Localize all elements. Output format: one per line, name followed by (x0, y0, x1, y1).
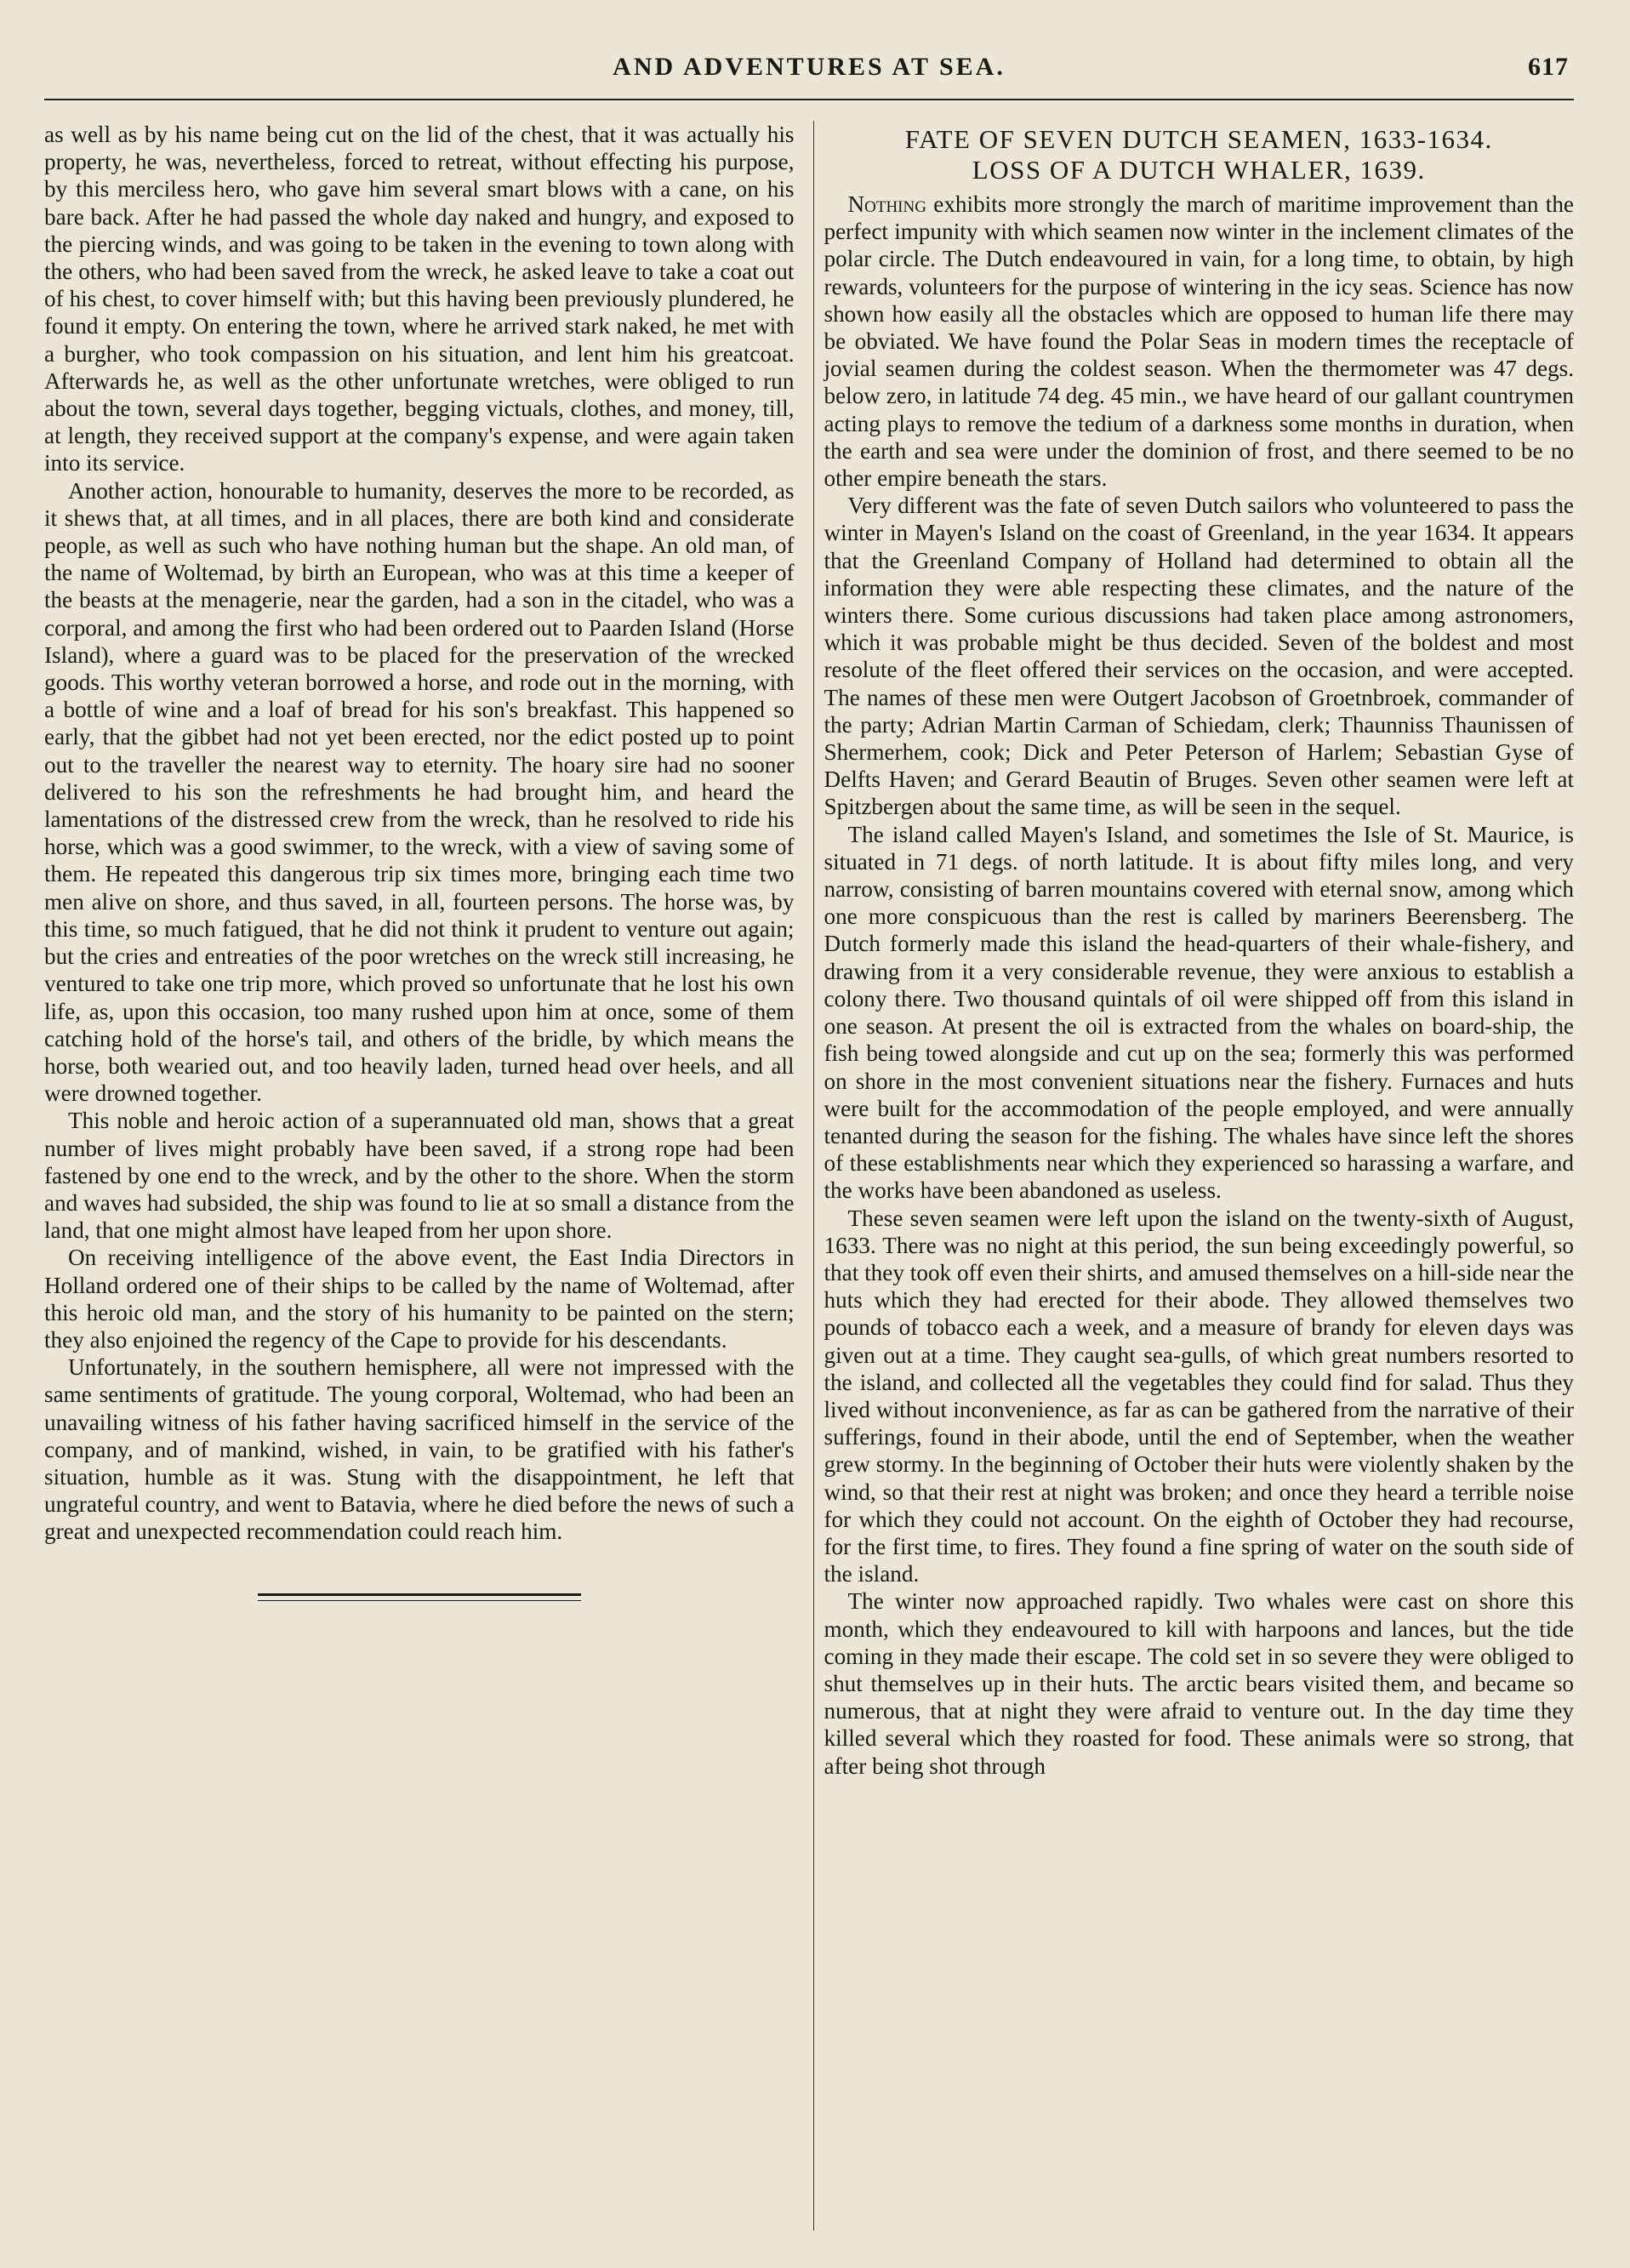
opening-paragraph (824, 191, 1575, 492)
paragraph: The island called Mayen's Island, and sometimes the Isle of St. Maurice, is situated in 71 degs. of north latitude. It is about fifty miles long, and very narrow, consisting of barren mountains covered with eternal snow, among which one more conspicuous than the rest is called by mariners Beerensberg. The Dutch formerly made this island the head-quarters of their whale-fishery, and drawing from it a very considerable revenue, they were anxious to establish a colony there. Two thousand quintals of oil were shipped off from this island in one season. At present the oil is extracted from the whales on board-ship, the fish being towed alongside and cut up on the sea; formerly this was performed on shore in the most convenient situations near the fishery. Furnaces and huts were built for the accommodation of the people employed, and were annually tenanted during the season for the fishing. The whales have since left the shores of these establishments near which they experienced so harassing a warfare, and the works have been abandoned as useless. (824, 821, 1574, 1204)
paragraph: Another action, honourable to humanity, deserves the more to be recorded, as it shews that, at all times, and in all places, there are both kind and considerate people, as well as such who have nothing human but the shape. An old man, of the name of Woltemad, by birth an European, who was at this time a keeper of the beasts at the menagerie, near the garden, had a son in the citadel, who was a corporal, and among the first who had been ordered out to Paarden Island (Horse Island), where a guard was to be placed for the preservation of the wrecked goods. This worthy veteran borrowed a horse, and rode out in the morning, with a bottle of wine and a loaf of bread for his son's breakfast. This happened so early, that the gibbet had not yet been erected, nor the edict posted up to point out to the traveller the nearest way to eternity. The hoary sire had no sooner delivered to his son the refreshments he had brought him, and heard the lamentations of the distressed crew from the wreck, than he resolved to ride his horse, which was a good swimmer, to the wreck, with a view of saving some of them. He repeated this dangerous trip six times more, bringing each time two men alive on shore, and thus saved, in all, fourteen persons. The horse was, by this time, so much fatigued, that he did not think it prudent to venture out again; but the cries and entreaties of the poor wretches on the wreck still increasing, he ventured to take one trip more, which proved so unfortunate that he lost his own life, as, upon this occasion, too many rushed upon him at once, some of them catching hold of the horse's tail, and others of the bridle, by which means the horse, both wearied out, and too heavily laden, turned head over heels, and all were drowned together. (44, 477, 795, 1107)
column-divider (813, 121, 814, 2231)
page-number: 617 (1528, 53, 1569, 81)
section-end-rule (258, 1593, 581, 1601)
paragraph: These seven seamen were left upon the island on the twenty-sixth of August, 1633. There was no night at this period, the sun being exceedingly powerful, so that they took off even their shirts, and amused themselves on a hill-side near the huts which they had erected for their abode. They allowed themselves two pounds of tobacco each a week, and a measure of brandy for eleven days was given out at a time. They caught sea-gulls, of which great numbers resorted to the island, and collected all the vegetables they could find for salad. Thus they lived without inconvenience, as far as can be gathered from the narrative of their sufferings, found in their abode, until the end of September, when the weather grew stormy. In the beginning of October their huts were violently shaken by the wind, so that their rest at night was broken; and once they heard a terrible noise for which they could not account. On the eighth of October they had recourse, for the first time, to fires. They found a fine spring of water on the south side of the island. (824, 1205, 1574, 1587)
article-subtitle-line: LOSS OF A DUTCH WHALER, 1639. (972, 155, 1426, 185)
article-title-line: FATE OF SEVEN DUTCH SEAMEN, 1633-1634. (904, 124, 1493, 154)
opening-word: Nothing (847, 191, 926, 217)
left-column (44, 121, 803, 2231)
running-title: AND ADVENTURES AT SEA. (613, 53, 1006, 81)
right-column (824, 121, 1575, 2231)
paragraph: Very different was the fate of seven Dutch sailors who volunteered to pass the winter in Mayen's Island on the coast of Greenland, in the year 1634. It appears that the Greenland Company of Holland had determined to obtain all the information they were able respecting these climates, and the nature of the winters there. Some curious discussions had taken place among astronomers, which it was probable might be thus decided. Seven of the boldest and most resolute of the fleet offered their services on the occasion, and were accepted. The names of these men were Outgert Jacobson of Groetnbroek, commander of the party; Adrian Martin Carman of Schiedam, clerk; Thaunniss Thaunissen of Shermerhem, cook; Dick and Peter Peterson of Harlem; Sebastian Gyse of Delfts Haven; and Gerard Beautin of Bruges. Seven other seamen were left at Spitzbergen about the same time, as will be seen in the sequel. (824, 493, 1574, 820)
running-head (44, 53, 1574, 90)
paragraph: as well as by his name being cut on the lid of the chest, that it was actually his property, he was, nevertheless, forced to retreat, without effecting his purpose, by this merciless hero, who gave him several smart blows with a cane, on his bare back. After he had passed the whole day naked and hungry, and exposed to the piercing winds, and was going to be taken in the evening to town along with the others, who had been saved from the wreck, he asked leave to take a coat out of his chest, to cover himself with; but this having been previously plundered, he found it empty. On entering the town, where he arrived stark naked, he met with a burgher, who took compassion on his situation, and lent him his greatcoat. Afterwards he, as well as the other unfortunate wretches, were obliged to run about the town, several days together, begging victuals, clothes, and money, till, at length, they received support at the company's expense, and were again taken into its service. (44, 122, 795, 476)
opening-paragraph-text: exhibits more strongly the march of maritime improvement than the perfect impunity with which seamen now winter in the inclement climates of the polar circle. The Dutch endeavoured in vain, for a long time, to obtain, by high rewards, volunteers for the purpose of wintering in the icy seas. Science has now shown how easily all the obstacles which are opposed to human life there may be obviated. We have found the Polar Seas in modern times the receptacle of jovial seamen during the coldest season. When the thermometer was 47 degs. below zero, in latitude 74 deg. 45 min., we have heard of our gallant countrymen acting plays to remove the tedium of a darkness some months in duration, when the earth and sea were under the dominion of frost, and there seemed to be no other empire beneath the stars. (824, 191, 1574, 492)
paragraph: The winter now approached rapidly. Two whales were cast on shore this month, which they endeavoured to kill with harpoons and lances, but the tide coming in they made their escape. The cold set in so severe they were obliged to shut themselves up in their huts. The arctic bears visited them, and became so numerous, that at night they were afraid to venture out. In the day time they killed several which they roasted for food. These animals were so strong, that after being shot through (824, 1588, 1574, 1779)
text-columns (44, 121, 1574, 2231)
article-title (824, 124, 1575, 185)
paragraph: On receiving intelligence of the above event, the East India Directors in Holland ordered one of their ships to be called by the name of Woltemad, after this heroic old man, and the story of his humanity to be painted on the stern; they also enjoined the regency of the Cape to provide for his descendants. (44, 1245, 795, 1353)
paragraph: Unfortunately, in the southern hemisphere, all were not impressed with the same sentiments of gratitude. The young corporal, Woltemad, who had been an unavailing witness of his father having sacrificed himself in the service of the company, and of mankind, wished, in vain, to be gratified with his father's situation, humble as it was. Stung with the disappointment, he left that ungrateful country, and went to Batavia, where he died before the news of such a great and unexpected recommendation could reach him. (44, 1354, 795, 1545)
paragraph: This noble and heroic action of a superannuated old man, shows that a great number of lives might probably have been saved, if a strong rope had been fastened by one end to the wreck, and by the other to the shore. When the storm and waves had subsided, the ship was found to lie at so small a distance from the land, that one might almost have leaped from her upon shore. (44, 1108, 795, 1244)
header-rule (44, 99, 1574, 100)
